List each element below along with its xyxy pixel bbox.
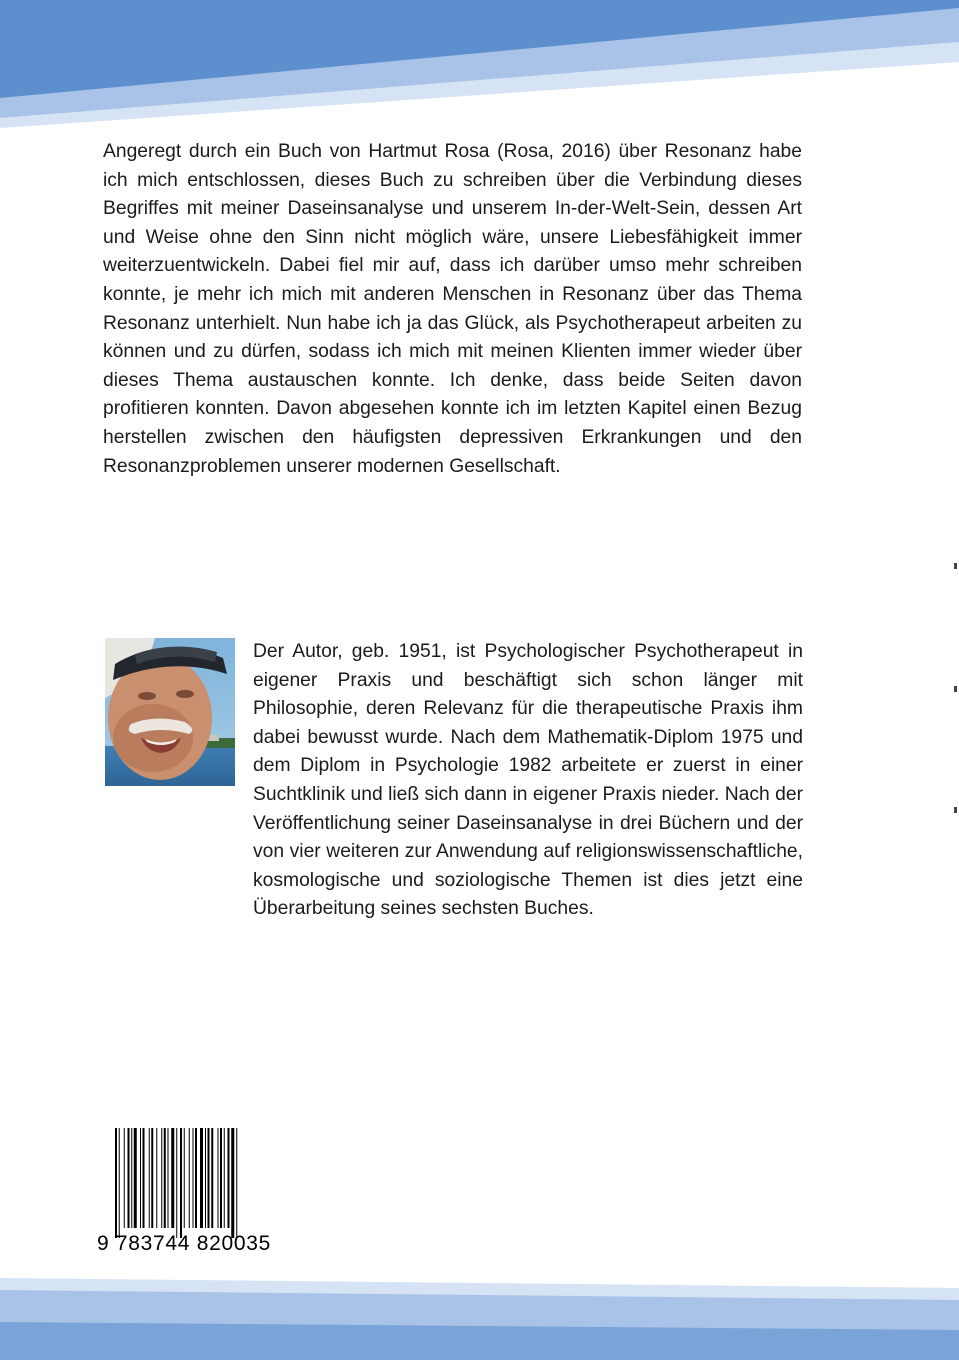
- barcode-bar: [161, 1128, 162, 1228]
- barcode-bar: [228, 1128, 230, 1228]
- barcode-bar: [171, 1128, 174, 1228]
- barcode-bar: [231, 1128, 234, 1238]
- barcode-bar: [200, 1128, 203, 1228]
- top-decorative-band: [0, 0, 959, 130]
- bottom-decorative-band: [0, 1250, 959, 1360]
- barcode-bar: [193, 1128, 194, 1228]
- barcode-bar: [236, 1128, 237, 1238]
- barcode-bar: [195, 1128, 197, 1228]
- top-band-dark-stripe: [0, 0, 959, 98]
- barcode-bar: [119, 1128, 120, 1238]
- barcode-bar: [140, 1128, 141, 1228]
- barcode-bar: [149, 1128, 150, 1228]
- top-band-light-stripe: [0, 6, 959, 118]
- barcode-bar: [220, 1128, 222, 1228]
- barcode-bar: [176, 1128, 177, 1238]
- author-bio: Der Autor, geb. 1951, ist Psychologischer Psychotherapeut in eigener Praxis und beschäftigt sich schon länger mit Philosophie, deren Relevanz für die therapeutische Praxis ihm dabei bewusst wurde. Nach dem Mathematik-Diplom 1975 und dem Diplom in Psychologie 1982 arbeitete er zuerst in einer Suchtklinik und ließ sich dann in eigener Praxis nieder. Nach der Veröffentlichung seiner Daseinsanalyse in drei Büchern und der von vier weiteren zur Anwendung auf religionswissenschaftliche, kosmologische und soziologische Themen ist dies jetzt eine Überarbeitung seines sechsten Buches.: [253, 641, 803, 920]
- barcode-bar: [218, 1128, 219, 1228]
- isbn-barcode: [97, 1124, 279, 1266]
- author-photo: [105, 638, 235, 786]
- edge-mark: [954, 686, 957, 692]
- barcode-bar: [168, 1128, 169, 1228]
- barcode-bar: [180, 1128, 182, 1238]
- barcode-bar: [224, 1128, 225, 1228]
- edge-mark: [954, 807, 957, 813]
- barcode-bar: [164, 1128, 166, 1228]
- book-blurb: Angeregt durch ein Buch von Hartmut Rosa (Rosa, 2016) über Resonanz habe ich mich entschlossen, dieses Buch zu schreiben über die Verbindung dieses Begriffes mit meiner Daseinsanalyse und unserem In-der-Welt-Sein, dessen Art und Weise ohne den Sinn nicht möglich wäre, unsere Liebesfähigkeit immer weiterzuentwickeln. Dabei fiel mir auf, dass ich darüber umso mehr schreiben konnte, je mehr ich mich mit anderen Menschen in Resonanz über das Thema Resonanz unterhielt. Nun habe ich ja das Glück, als Psychotherapeut arbeiten zu können und zu dürfen, sodass ich mich mit meinen Klienten immer wieder über dieses Thema austauschen konnte. Ich denke, dass beide Seiten davon profitieren konnten. Davon abgesehen konnte ich im letzten Kapitel einen Bezug herstellen zwischen den häufigsten depressiven Erkrankungen und den Resonanzproblemen unserer modernen Gesellschaft.: [103, 141, 802, 477]
- barcode-bar: [134, 1128, 137, 1228]
- barcode-bar: [131, 1128, 132, 1228]
- barcode-bar: [124, 1128, 125, 1228]
- barcode-bar: [156, 1128, 157, 1228]
- isbn-digits: 9 783744 820035: [97, 1232, 271, 1255]
- bottom-band-light-stripe: [0, 1290, 959, 1360]
- barcode-bar: [128, 1128, 130, 1228]
- edge-mark: [954, 563, 957, 569]
- barcode-bar: [189, 1128, 190, 1228]
- barcode-bar: [115, 1128, 117, 1238]
- barcode-bar: [205, 1128, 206, 1228]
- barcode-bar: [208, 1128, 210, 1228]
- bottom-band-pale-stripe: [0, 1278, 959, 1302]
- barcode-bar: [151, 1128, 153, 1228]
- top-band-pale-stripe: [0, 40, 959, 128]
- barcode-bar: [184, 1128, 185, 1228]
- bottom-band-dark-stripe: [0, 1322, 959, 1360]
- barcode-bar: [143, 1128, 145, 1228]
- barcode-bar: [211, 1128, 213, 1228]
